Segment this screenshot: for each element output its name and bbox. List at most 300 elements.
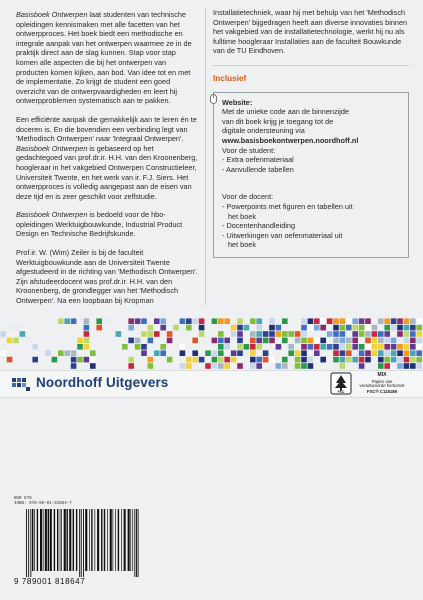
mosaic-tile [32, 344, 38, 350]
mosaic-tile [416, 338, 422, 344]
mosaic-tile [52, 357, 58, 363]
isbn-text: ISBN: 978-90-01-81864-7 [14, 502, 72, 506]
mosaic-tile [160, 350, 166, 356]
mosaic-tile [224, 344, 230, 350]
mosaic-tile [135, 338, 141, 344]
mosaic-tile [231, 331, 237, 337]
barcode-bar [76, 509, 77, 571]
mosaic-tile [301, 338, 307, 344]
mosaic-tile [199, 318, 205, 324]
student-label: Voor de student: [222, 145, 276, 155]
mosaic-tile [218, 325, 224, 331]
mosaic-tile [77, 357, 83, 363]
mosaic-tile [77, 344, 83, 350]
mosaic-tile [391, 344, 397, 350]
mosaic-tile [346, 338, 352, 344]
mosaic-tile [320, 338, 326, 344]
mosaic-tile [148, 357, 154, 363]
mosaic-tile [359, 350, 365, 356]
mosaic-tile [301, 363, 307, 369]
mosaic-tile [288, 331, 294, 337]
mosaic-tile [90, 363, 96, 369]
barcode-area [14, 497, 154, 589]
barcode-bar [30, 509, 31, 577]
mosaic-tile [84, 338, 90, 344]
mosaic-tile [96, 325, 102, 331]
student-item: - Extra oefenmateriaal [222, 155, 294, 165]
barcode-bar [34, 509, 35, 571]
mosaic-tile [404, 318, 410, 324]
mosaic-tile [397, 331, 403, 337]
mosaic-tile [340, 350, 346, 356]
mosaic-tile [333, 338, 339, 344]
mosaic-tile [282, 331, 288, 337]
barcode-bar [113, 509, 114, 571]
mosaic-tile [320, 344, 326, 350]
mosaic-tile [256, 344, 262, 350]
mosaic-tile [397, 344, 403, 350]
mosaic-tile [128, 363, 134, 369]
barcode-bar [28, 509, 29, 577]
mosaic-tile [237, 318, 243, 324]
mosaic-tile [333, 318, 339, 324]
barcode-bar [132, 509, 133, 571]
mosaic-tile [282, 357, 288, 363]
barcode-bar [134, 509, 135, 577]
mosaic-tile [404, 325, 410, 331]
mosaic-tile [372, 325, 378, 331]
mosaic-tile [269, 338, 275, 344]
mosaic-tile [154, 350, 160, 356]
mosaic-tile [359, 325, 365, 331]
mosaic-tile [340, 331, 346, 337]
mosaic-tile [301, 344, 307, 350]
mosaic-tile [32, 357, 38, 363]
mosaic-tile [359, 318, 365, 324]
mosaic-tile [288, 350, 294, 356]
mosaic-tile [237, 338, 243, 344]
mosaic-tile [13, 325, 19, 331]
mosaic-tile [256, 331, 262, 337]
mosaic-tile [160, 318, 166, 324]
mosaic-tile [45, 350, 51, 356]
mosaic-tile [250, 363, 256, 369]
barcode-bar [110, 509, 112, 571]
mosaic-tile [84, 331, 90, 337]
mosaic-tile [308, 325, 314, 331]
mosaic-tile [295, 350, 301, 356]
mosaic-tile [346, 344, 352, 350]
mosaic-tile [365, 331, 371, 337]
mosaic-tile [378, 357, 384, 363]
mosaic-tile [26, 338, 32, 344]
mosaic-tile [180, 325, 186, 331]
color-mosaic-band [0, 317, 423, 370]
mosaic-tile [167, 338, 173, 344]
mosaic-tile [263, 357, 269, 363]
inclusief-box: Website: Met de unieke code aan de binnenzijde van dit boek krijg je toegang tot de digitale ondersteuning via www.basisboekontwerpen.noordhoff.nl Voor de student: - Extra oefenmateriaal - Aanvullende tabellen Voor de docent: - Powerpoints met figuren en tabellen uit het boek - Docentenhandleiding - Uitwerkingen van oefenmateriaal uit het boek [213, 92, 409, 258]
barcode-bar [136, 509, 137, 577]
docent-item: - Powerpoints met figuren en tabellen uit [222, 201, 353, 211]
barcode-bar [54, 509, 55, 571]
mosaic-tile [301, 350, 307, 356]
mosaic-tile [212, 363, 218, 369]
mosaic-tile [250, 357, 256, 363]
mosaic-tile [384, 318, 390, 324]
mosaic-tile [365, 350, 371, 356]
mosaic-tile [250, 350, 256, 356]
isbn-barcode [22, 509, 142, 579]
mosaic-tile [340, 325, 346, 331]
mosaic-tile [410, 357, 416, 363]
mosaic-tile [84, 318, 90, 324]
mosaic-tile [346, 318, 352, 324]
barcode-bar [64, 509, 66, 571]
barcode-bar [48, 509, 49, 571]
barcode-bar [26, 509, 27, 577]
mosaic-tile [250, 338, 256, 344]
mosaic-tile [282, 363, 288, 369]
mosaic-tile [397, 363, 403, 369]
book-title-emphasis: Basisboek Ontwerpen [16, 143, 88, 153]
mosaic-tile [391, 338, 397, 344]
book-title-emphasis: Basisboek Ontwerpen [16, 10, 88, 19]
mosaic-tile [237, 350, 243, 356]
website-url-link[interactable]: www.basisboekontwerpen.noordhoff.nl [222, 135, 359, 145]
mosaic-tile [333, 363, 339, 369]
mosaic-tile [7, 357, 13, 363]
mosaic-tile [282, 318, 288, 324]
mosaic-tile [404, 344, 410, 350]
barcode-bar [60, 509, 61, 571]
mosaic-tile [180, 318, 186, 324]
mosaic-tile [333, 357, 339, 363]
mosaic-tile [218, 331, 224, 337]
mosaic-tile [84, 357, 90, 363]
mosaic-tile [308, 344, 314, 350]
mosaic-tile [365, 338, 371, 344]
mosaic-tile [205, 363, 211, 369]
mosaic-tile [378, 338, 384, 344]
mosaic-tile [416, 331, 422, 337]
mosaic-tile [346, 357, 352, 363]
mosaic-tile [180, 350, 186, 356]
mosaic-tile [359, 331, 365, 337]
mosaic-tile [372, 363, 378, 369]
mosaic-tile [84, 325, 90, 331]
mosaic-tile [224, 338, 230, 344]
mosaic-tile [269, 357, 275, 363]
mosaic-tile [148, 338, 154, 344]
mosaic-tile [13, 338, 19, 344]
mosaic-tile [410, 338, 416, 344]
fsc-tree-icon [330, 372, 352, 395]
mosaic-tile [180, 363, 186, 369]
mosaic-tile [148, 331, 154, 337]
mosaic-tile [295, 338, 301, 344]
mosaic-tile [314, 338, 320, 344]
mosaic-tile [372, 338, 378, 344]
mosaic-tile [301, 331, 307, 337]
mosaic-tile [160, 344, 166, 350]
barcode-digits: 9 789001 818647 [14, 577, 86, 586]
mosaic-tile [352, 350, 358, 356]
mosaic-tile [212, 350, 218, 356]
mosaic-tile [365, 318, 371, 324]
mosaic-tile [199, 331, 205, 337]
mosaic-tile [90, 357, 96, 363]
mosaic-tile [308, 363, 314, 369]
mosaic-tile [218, 318, 224, 324]
barcode-bar [124, 509, 126, 571]
mosaic-tile [359, 344, 365, 350]
mosaic-tile [416, 363, 422, 369]
mosaic-tile [372, 344, 378, 350]
noordhoff-logo-icon [12, 378, 30, 391]
mosaic-tile [308, 318, 314, 324]
mosaic-tile [71, 363, 77, 369]
mosaic-tile [365, 357, 371, 363]
mosaic-tile [340, 344, 346, 350]
mosaic-tile [250, 344, 256, 350]
mosaic-tile [0, 350, 6, 356]
mosaic-tile [410, 363, 416, 369]
student-item: - Aanvullende tabellen [222, 164, 294, 174]
mosaic-tile [256, 325, 262, 331]
barcode-bar [97, 509, 99, 571]
mosaic-tile [186, 325, 192, 331]
mosaic-tile [263, 338, 269, 344]
svg-text:FSC: FSC [337, 390, 345, 395]
mosaic-tile [397, 318, 403, 324]
mosaic-tile [64, 318, 70, 324]
mosaic-tile [404, 350, 410, 356]
mosaic-tile [135, 325, 141, 331]
mosaic-tile [391, 318, 397, 324]
mosaic-tile [58, 350, 64, 356]
mosaic-tile [0, 331, 6, 337]
barcode-bar [79, 509, 80, 577]
mosaic-tile [218, 344, 224, 350]
mosaic-tile [218, 350, 224, 356]
barcode-bar [107, 509, 108, 571]
barcode-bar [32, 509, 33, 571]
mosaic-tile [391, 350, 397, 356]
mosaic-tile [205, 350, 211, 356]
mosaic-tile [320, 357, 326, 363]
audience-paragraph: Basisboek Ontwerpen is bedoeld voor de hbo-opleidingen Werktuigbouwkunde, Industrial Product Design en Technische Bedrijfskunde. [16, 210, 183, 239]
mosaic-tile [122, 344, 128, 350]
mosaic-tile [71, 318, 77, 324]
docent-item: het boek [228, 240, 256, 250]
mosaic-tile [199, 325, 205, 331]
mosaic-tile [404, 363, 410, 369]
barcode-bar [128, 509, 130, 571]
mosaic-tile [308, 338, 314, 344]
mosaic-tile [256, 363, 262, 369]
mosaic-tile [212, 318, 218, 324]
mosaic-tile [365, 325, 371, 331]
barcode-bar [138, 509, 139, 577]
left-column [16, 10, 199, 315]
mosaic-tile [244, 344, 250, 350]
mosaic-tile [141, 331, 147, 337]
mosaic-tile [237, 325, 243, 331]
mosaic-tile [352, 363, 358, 369]
mosaic-tile [116, 331, 122, 337]
mosaic-tile [186, 357, 192, 363]
mosaic-tile [192, 338, 198, 344]
mosaic-tile [384, 357, 390, 363]
mosaic-tile [404, 331, 410, 337]
mosaic-tile [416, 318, 422, 324]
mosaic-tile [352, 357, 358, 363]
mosaic-tile [352, 325, 358, 331]
mosaic-tile [269, 331, 275, 337]
mosaic-tile [263, 350, 269, 356]
barcode-bar [95, 509, 96, 571]
mosaic-tile [384, 363, 390, 369]
mosaic-tile [404, 338, 410, 344]
mosaic-tile [71, 357, 77, 363]
barcode-bar [115, 509, 116, 571]
mosaic-tile [352, 338, 358, 344]
mosaic-tile [359, 357, 365, 363]
barcode-bar [37, 509, 38, 571]
mosaic-tile [128, 325, 134, 331]
mosaic-tile [148, 363, 154, 369]
fsc-mix-label: MIX [377, 372, 387, 378]
mosaic-tile [180, 344, 186, 350]
mosaic-tile [224, 357, 230, 363]
mosaic-tile [128, 318, 134, 324]
mosaic-tile [346, 350, 352, 356]
mosaic-tile [340, 338, 346, 344]
intro-paragraph: Basisboek Ontwerpen laat studenten van technische opleidingen kennismaken met alle facetten van het ontwerpproces. Het boek biedt een methodische en integrale aanpak van het ontwerpen waarmee ze in de praktijk direct aan de slag kunnen. Stap voor stap komen alle aspecten die bij het ontwerpen van producten komen kijken, aan bod. Van idee tot en met de implementatie. Zo krijgt de student een goed overzicht van de ontwerpvaardigheden en leert hij ontwerpproblemen systematisch aan te pakken. [16, 10, 192, 106]
mosaic-tile [308, 357, 314, 363]
mosaic-tile [359, 363, 365, 369]
section-separator [213, 65, 409, 66]
mosaic-tile [384, 331, 390, 337]
mosaic-tile [250, 318, 256, 324]
mosaic-tile [141, 350, 147, 356]
mosaic-tile [269, 325, 275, 331]
mosaic-tile [352, 331, 358, 337]
mosaic-tile [160, 325, 166, 331]
mosaic-tile [295, 363, 301, 369]
mosaic-tile [64, 350, 70, 356]
mosaic-tile [340, 363, 346, 369]
mosaic-tile [384, 350, 390, 356]
barcode-bar [43, 509, 44, 571]
barcode-bar [83, 509, 84, 577]
mosaic-tile [397, 350, 403, 356]
mosaic-tile [276, 325, 282, 331]
mosaic-tile [410, 318, 416, 324]
mosaic-tile [128, 357, 134, 363]
mosaic-tile [58, 318, 64, 324]
mosaic-tile [410, 325, 416, 331]
mosaic-tile [404, 357, 410, 363]
mosaic-tile [384, 325, 390, 331]
author-paragraph-continued: Installatietechniek, waar hij met behulp van het 'Methodisch Ontwerpen' bijgedragen heeft aan diverse innovaties binnen het vakgebied van de installatietechnologie, werkt hij nu als fulltime hoogleraar Installaties aan de faculteit Bouwkunde van de TU Eindhoven. [213, 8, 408, 56]
mosaic-tile [96, 318, 102, 324]
mosaic-tile [256, 357, 262, 363]
publisher-name: Noordhoff Uitgevers [36, 375, 169, 390]
mosaic-tile [288, 344, 294, 350]
mosaic-tile [192, 357, 198, 363]
mosaic-tile [212, 357, 218, 363]
mosaic-tile [391, 325, 397, 331]
mosaic-tile [90, 350, 96, 356]
mosaic-tile [256, 338, 262, 344]
mosaic-tile [167, 331, 173, 337]
mosaic-tile [352, 318, 358, 324]
docent-item: het boek [228, 211, 256, 221]
mosaic-tile [276, 331, 282, 337]
nur-code: NUR 978 [14, 497, 32, 501]
mosaic-tile [237, 363, 243, 369]
mosaic-tile [295, 357, 301, 363]
mosaic-tile [378, 350, 384, 356]
docent-label: Voor de docent: [222, 192, 274, 202]
mosaic-tile [192, 350, 198, 356]
mosaic-tile [218, 338, 224, 344]
barcode-bar [69, 509, 71, 571]
barcode-bar [91, 509, 92, 571]
mosaic-tile [410, 350, 416, 356]
mosaic-tile [173, 325, 179, 331]
mosaic-tile [167, 357, 173, 363]
barcode-bar [118, 509, 119, 571]
barcode-bar [104, 509, 105, 571]
barcode-bar [61, 509, 62, 571]
mosaic-tile [378, 363, 384, 369]
mosaic-tile [384, 338, 390, 344]
mosaic-tile [340, 357, 346, 363]
fsc-logo: FSC MIX Papier van verantwoorde herkomst FSC® C118189 [330, 372, 410, 395]
mosaic-tile [84, 344, 90, 350]
approach-paragraph: Een efficiënte aanpak die gemakkelijk aan te leren én te doceren is. En die bovendien een verbinding legt van 'Methodisch Ontwerpen' naar 'Integraal Ontwerpen'. Basisboek Ontwerpen is gebaseerd op het gedachtegoed van prof.dr.ir. H.H. van den Kroonenberg, hoogleraar in het vakgebied Ontwerpen Constructieleer, Universiteit Twente, en het werk van ir. F.J. Siers. Het ontwerpproces is volledig aangepast aan de eisen van deze tijd en is zeer geschikt voor zelfstudie. [16, 114, 198, 201]
mosaic-tile [224, 363, 230, 369]
mosaic-tile [224, 318, 230, 324]
mosaic-tile [384, 344, 390, 350]
mosaic-tile [327, 344, 333, 350]
mosaic-tile [333, 331, 339, 337]
mosaic-tile [231, 325, 237, 331]
barcode-bar [73, 509, 74, 571]
mosaic-tile [333, 325, 339, 331]
mosaic-tile [128, 338, 134, 344]
barcode-bar [40, 509, 42, 571]
inclusief-heading: Inclusief [213, 73, 247, 83]
mosaic-tile [333, 350, 339, 356]
mosaic-tile [250, 331, 256, 337]
author-paragraph: Prof.ir. W. (Wim) Zeiler is bij de faculteit Werktuigbouwkunde aan de Universiteit Twente afgestudeerd in de richting van 'Methodisch Ontwerpen'. Zijn afstudeerdocent was prof.dr.ir. H.H. van den Kroonenberg, de grondlegger van het 'Methodisch Ontwerpen'. Na een loopbaan bij Kropman [16, 248, 198, 306]
barcode-bar [89, 509, 90, 571]
barcode-bar [45, 509, 47, 571]
mosaic-tile [320, 325, 326, 331]
mosaic-tile [352, 344, 358, 350]
mosaic-tile [71, 350, 77, 356]
mosaic-tile [410, 344, 416, 350]
mosaic-tile [372, 331, 378, 337]
mosaic-tile [237, 331, 243, 337]
barcode-bar [57, 509, 58, 571]
mouse-icon [210, 94, 217, 104]
mosaic-tile [135, 344, 141, 350]
barcode-bar [67, 509, 68, 571]
